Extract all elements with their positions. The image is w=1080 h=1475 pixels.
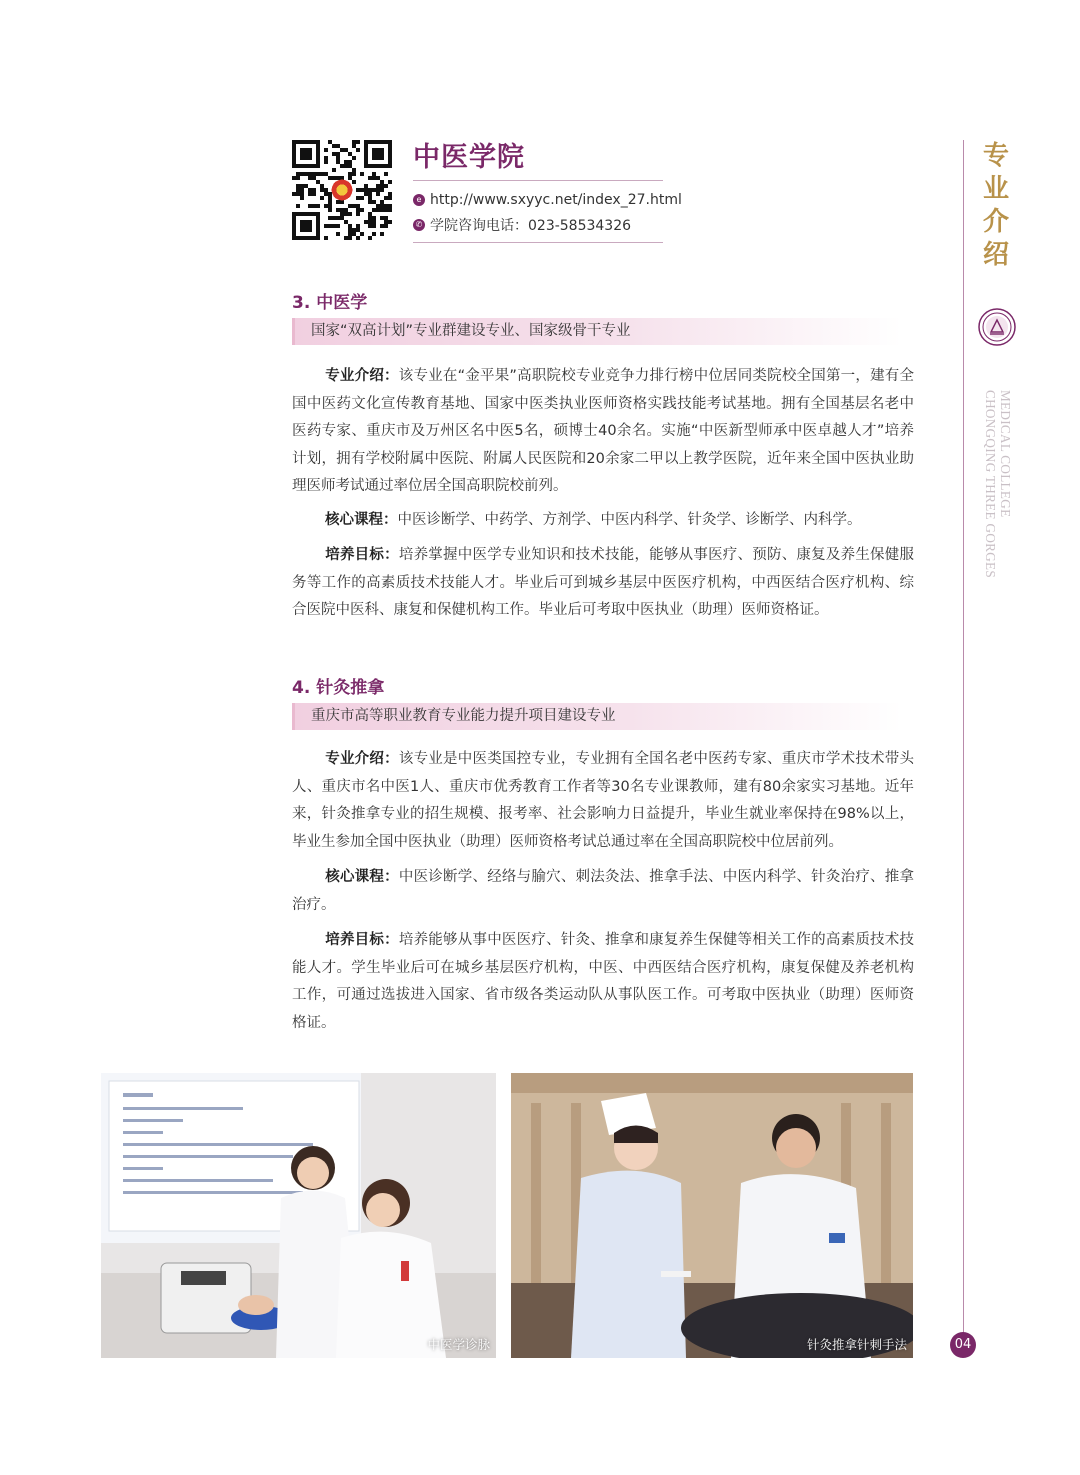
qr-code-icon[interactable] xyxy=(292,140,392,240)
section-title-acupuncture: 4. 针灸推拿 xyxy=(292,678,385,698)
web-icon: e xyxy=(413,194,425,206)
paragraph-goals-acupuncture xyxy=(292,927,914,1037)
label-courses: 核心课程： xyxy=(325,512,398,528)
phone-row xyxy=(413,215,631,235)
side-title-char: 介 xyxy=(982,207,1009,237)
text-courses: 中医诊断学、中药学、方剂学、中医内科学、针灸学、诊断学、内科学。 xyxy=(397,512,862,528)
photo-caption: 针灸推拿针刺手法 xyxy=(806,1337,907,1352)
page-number: 04 xyxy=(950,1332,976,1358)
website-url[interactable]: http://www.sxyyc.net/index_27.html xyxy=(430,192,682,208)
photo-pulse-diagnosis xyxy=(101,1073,496,1358)
side-title-char: 专 xyxy=(982,141,1009,171)
side-title-char: 绍 xyxy=(982,240,1009,270)
photo-caption: 中医学诊脉 xyxy=(427,1337,490,1352)
phone-number: 学院咨询电话：023-58534326 xyxy=(430,218,632,234)
label-intro: 专业介绍： xyxy=(325,751,399,767)
section-banner-tcm xyxy=(292,318,902,345)
phone-icon: ✆ xyxy=(413,219,425,231)
photo-acupuncture xyxy=(511,1073,913,1358)
side-title xyxy=(981,140,1011,272)
text-goals: 培养能够从事中医医疗、针灸、推拿和康复养生保健等相关工作的高素质技术技能人才。学生毕业后可在城乡基层医疗机构，中医、中西医结合医疗机构，康复保健及养老机构工作，可通过选拔进入国家、省市级各类运动队从事队医工作。可考取中医执业（助理）医师资格证。 xyxy=(292,932,915,1031)
header-divider-top xyxy=(413,180,663,181)
side-english-name xyxy=(982,390,1012,605)
label-goals: 培养目标： xyxy=(325,547,399,563)
label-courses: 核心课程： xyxy=(325,869,399,885)
paragraph-goals-tcm xyxy=(292,542,914,625)
section-title-tcm: 3. 中医学 xyxy=(292,293,368,313)
paragraph-courses-acupuncture xyxy=(292,864,914,919)
banner-text: 重庆市高等职业教育专业能力提升项目建设专业 xyxy=(311,708,616,724)
side-divider xyxy=(963,140,964,1335)
text-goals: 培养掌握中医学专业知识和技术技能，能够从事医疗、预防、康复及养生保健服务等工作的高素质技术技能人才。毕业后可到城乡基层中医医疗机构，中西医结合医疗机构、综合医院中医科、康复和保健机构工作。毕业后可考取中医执业（助理）医师资格证。 xyxy=(292,547,915,618)
label-intro: 专业介绍： xyxy=(325,368,399,384)
text-intro: 该专业在“金平果”高职院校专业竞争力排行榜中位居同类院校全国第一，建有全国中医药文化宣传教育基地、国家中医类执业医师资格实践技能考试基地。拥有全国基层名老中医药专家、重庆市及万州区名中医5名，硕博士40余名。实施“中医新型师承中医卓越人才”培养计划，拥有学校附属中医院、附属人民医院和20余家二甲以上教学医院，近年来全国中医执业助理医师考试通过率位居全国高职院校前列。 xyxy=(292,368,915,494)
side-title-char: 业 xyxy=(982,174,1009,204)
paragraph-intro-acupuncture xyxy=(292,746,914,856)
label-goals: 培养目标： xyxy=(325,932,399,948)
section-banner-acupuncture xyxy=(292,703,902,730)
college-emblem-icon xyxy=(978,308,1016,346)
text-courses: 中医诊断学、经络与腧穴、刺法灸法、推拿手法、中医内科学、针灸治疗、推拿治疗。 xyxy=(292,869,915,913)
side-english-line2: MEDICAL COLLEGE xyxy=(998,390,1012,518)
paragraph-intro-tcm xyxy=(292,363,914,501)
website-row[interactable] xyxy=(413,192,682,208)
side-english-line1: CHONGQING THREE GORGES xyxy=(983,390,998,579)
banner-text: 国家“双高计划”专业群建设专业、国家级骨干专业 xyxy=(311,323,631,339)
college-title: 中医学院 xyxy=(413,142,525,173)
paragraph-courses-tcm xyxy=(292,507,914,535)
header-divider-bottom xyxy=(413,242,663,243)
text-intro: 该专业是中医类国控专业，专业拥有全国名老中医药专家、重庆市学术技术带头人、重庆市名中医1人、重庆市优秀教育工作者等30名专业课教师，建有80余家实习基地。近年来，针灸推拿专业的招生规模、报考率、社会影响力日益提升，毕业生就业率保持在98%以上，毕业生参加全国中医执业（助理）医师资格考试总通过率在全国高职院校中位居前列。 xyxy=(292,751,915,850)
